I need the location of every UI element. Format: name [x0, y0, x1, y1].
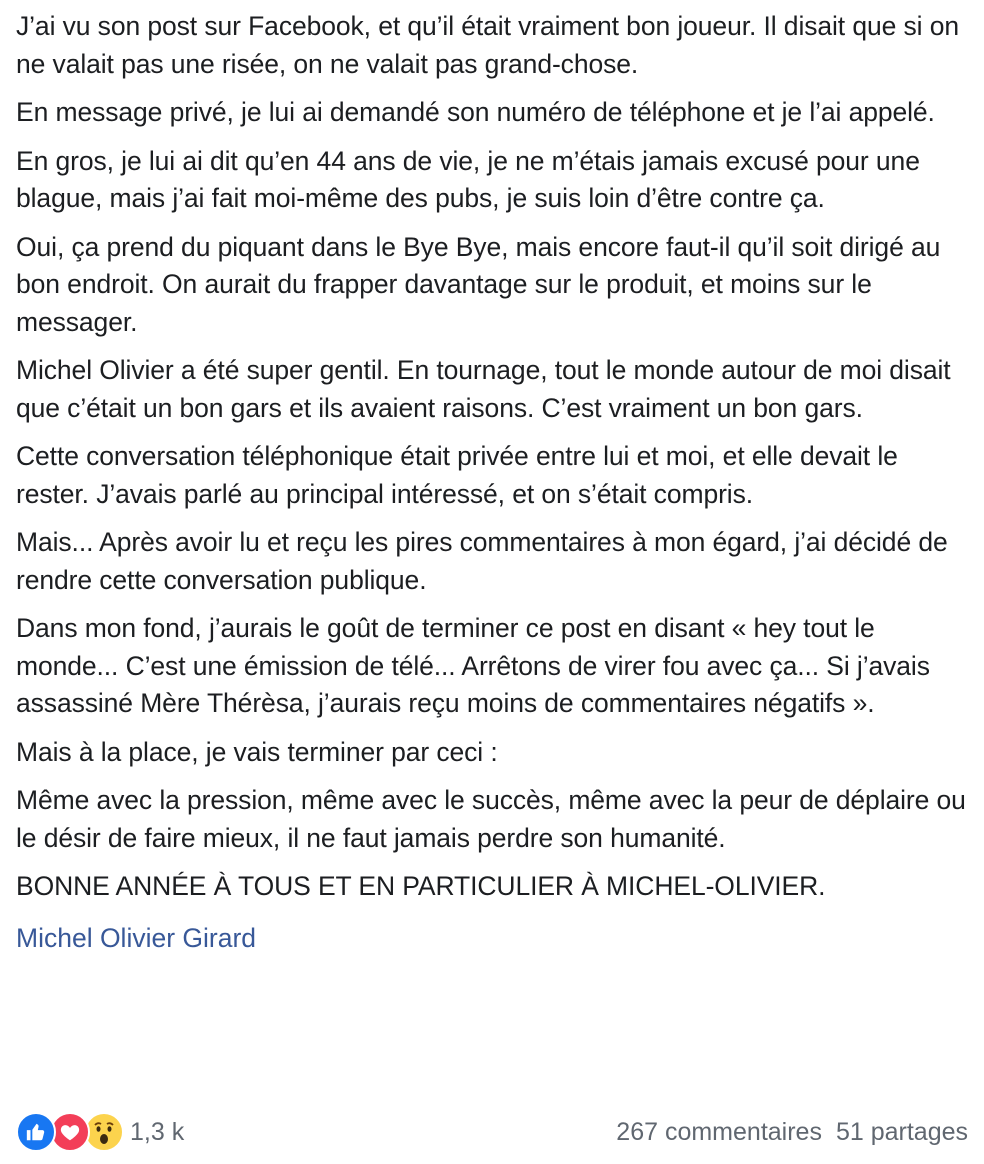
post-paragraph: Même avec la pression, même avec le succès, même avec la peur de déplaire ou le désir de faire mieux, il ne faut jamais perdre son humanité.	[16, 785, 966, 853]
reactions-summary[interactable]	[16, 1112, 184, 1152]
post-paragraph: Michel Olivier a été super gentil. En tournage, tout le monde autour de moi disait que c’était un bon gars et ils avaient raisons. C’est vraiment un bon gars.	[16, 355, 951, 423]
post-paragraph: BONNE ANNÉE À TOUS ET EN PARTICULIER À MICHEL-OLIVIER.	[16, 871, 826, 901]
post-paragraph: Cette conversation téléphonique était privée entre lui et moi, et elle devait le rester. J’avais parlé au principal intéressé, et on s’était compris.	[16, 441, 898, 509]
shares-count-link[interactable]: 51 partages	[835, 1117, 968, 1146]
tagged-person-link[interactable]: Michel Olivier Girard	[16, 922, 257, 953]
post-stats	[616, 1118, 968, 1147]
wow-icon	[84, 1112, 124, 1152]
post-paragraph: J’ai vu son post sur Facebook, et qu’il était vraiment bon joueur. Il disait que si on ne valait pas une risée, on ne valait pas grand-chose.	[16, 11, 959, 79]
post-paragraph: En gros, je lui ai dit qu’en 44 ans de vie, je ne m’étais jamais excusé pour une blague, mais j’ai fait moi-même des pubs, je suis loin d’être contre ça.	[16, 145, 920, 213]
reaction-icons	[16, 1112, 118, 1152]
love-icon	[50, 1112, 90, 1152]
post-footer	[16, 1110, 968, 1154]
post-paragraph: Mais à la place, je vais terminer par ceci :	[16, 736, 498, 767]
post-paragraph: Dans mon fond, j’aurais le goût de terminer ce post en disant « hey tout le monde... C’est une émission de télé... Arrêtons de virer fou avec ça... Si j’avais assassiné Mère Thérèsa, j’aurais reçu moins de commentaires négatifs ».	[16, 613, 930, 718]
reaction-count: 1,3 k	[130, 1117, 185, 1146]
like-icon	[16, 1112, 56, 1152]
post-paragraph: Oui, ça prend du piquant dans le Bye Bye, mais encore faut-il qu’il soit dirigé au bon endroit. On aurait du frapper davantage sur le produit, et moins sur le messager.	[16, 231, 941, 337]
post-paragraph: En message privé, je lui ai demandé son numéro de téléphone et je l’ai appelé.	[16, 97, 935, 127]
comments-count-link[interactable]: 267 commentaires	[616, 1117, 822, 1146]
post-body	[16, 8, 968, 906]
post-paragraph: Mais... Après avoir lu et reçu les pires commentaires à mon égard, j’ai décidé de rendre cette conversation publique.	[16, 527, 948, 595]
